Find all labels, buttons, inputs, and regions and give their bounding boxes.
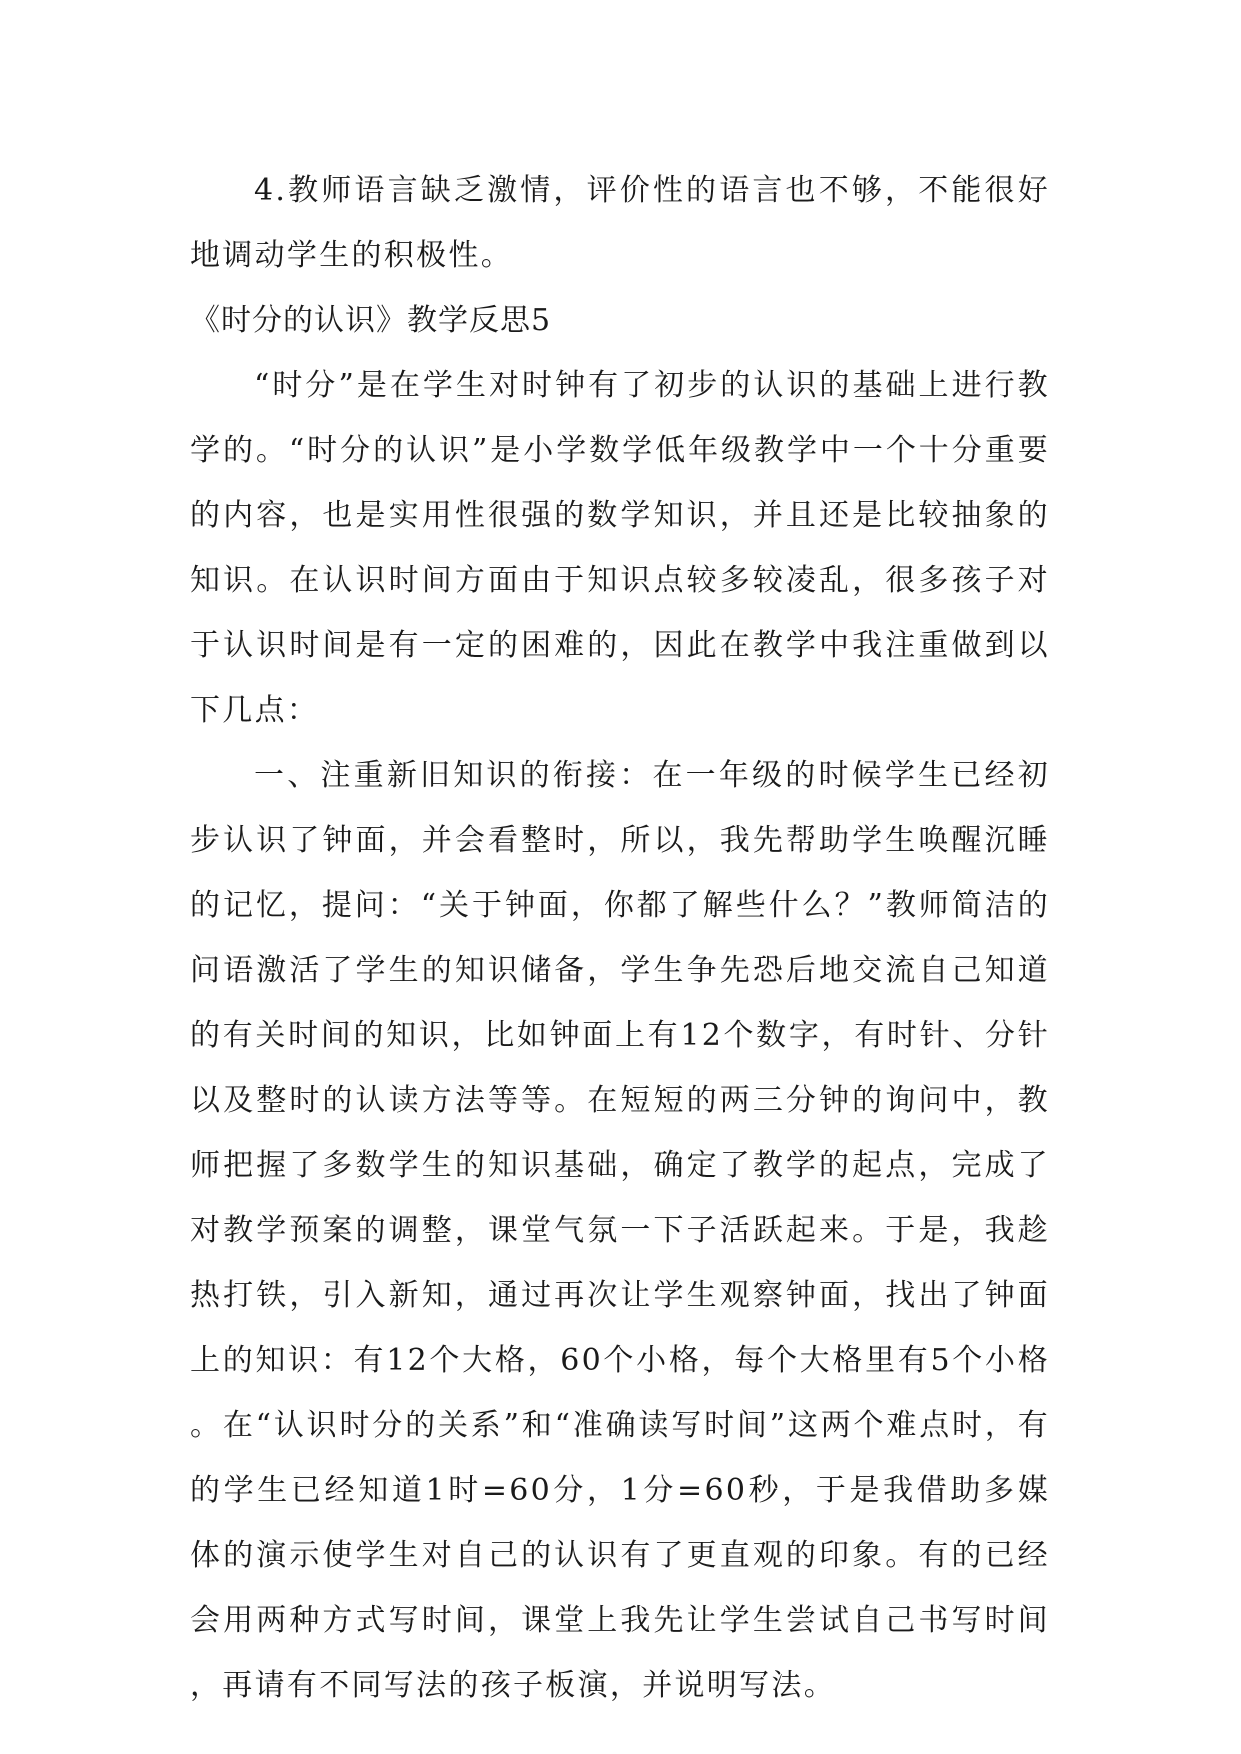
section-heading: 《时分的认识》教学反思5 [190,303,552,338]
paragraph-intro: “时分”是在学生对时钟有了初步的认识的基础上进行教学的。“时分的认识”是小学数学低年级教学中一个十分重要的内容，也是实用性很强的数学知识，并且还是比较抽象的知识。在认识时间方面由于知识点较多较凌乱，很多孩子对于认识时间是有一定的困难的，因此在教学中我注重做到以下几点： [190,368,1050,728]
paragraph-teacher-language: 4.教师语言缺乏激情，评价性的语言也不够，不能很好地调动学生的积极性。 [190,173,1050,273]
document-body [190,158,1050,1718]
paragraph-point-one: 一、注重新旧知识的衔接：在一年级的时候学生已经初步认识了钟面，并会看整时，所以，我先帮助学生唤醒沉睡的记忆，提问：“关于钟面，你都了解些什么？”教师简洁的问语激活了学生的知识储备，学生争先恐后地交流自己知道的有关时间的知识，比如钟面上有12个数字，有时针、分针以及整时的认读方法等等。在短短的两三分钟的询问中，教师把握了多数学生的知识基础，确定了教学的起点，完成了对教学预案的调整，课堂气氛一下子活跃起来。于是，我趁热打铁，引入新知，通过再次让学生观察钟面，找出了钟面上的知识：有12个大格，60个小格，每个大格里有5个小格。在“认识时分的关系”和“准确读写时间”这两个难点时，有的学生已经知道1时=60分，1分=60秒，于是我借助多媒体的演示使学生对自己的认识有了更直观的印象。有的已经会用两种方式写时间，课堂上我先让学生尝试自己书写时间，再请有不同写法的孩子板演，并说明写法。 [190,758,1050,1703]
